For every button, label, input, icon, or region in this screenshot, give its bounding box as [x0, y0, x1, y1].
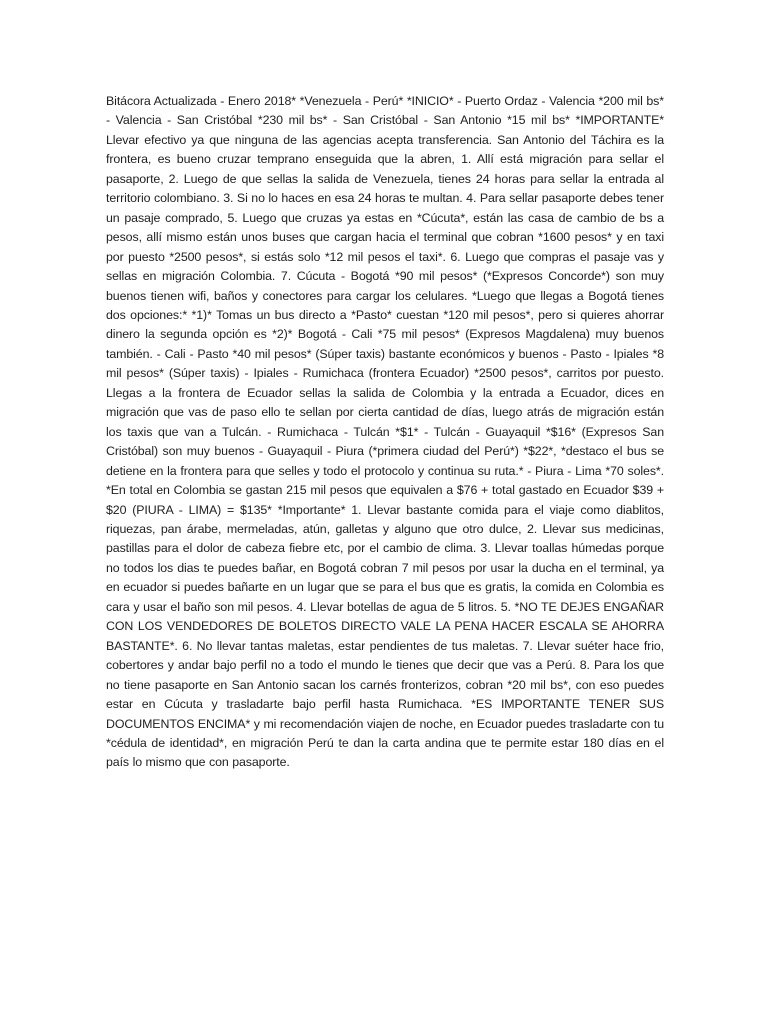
document-body-text: Bitácora Actualizada - Enero 2018* *Venezuela - Perú* *INICIO* - Puerto Ordaz - Valencia *200 mil bs* - Valencia - San Cristóbal *230 mil bs* - San Cristóbal - San Antonio *15 mil bs* *IMPORTANTE* Llevar efectivo ya que ninguna de las agencias acepta transferencia. San Antonio del Táchira es la frontera, es bueno cruzar temprano enseguida que la abren, 1. Allí está migración para sellar el pasaporte, 2. Luego de que sellas la salida de Venezuela, tienes 24 horas para sellar la entrada al territorio colombiano. 3. Si no lo haces en esa 24 horas te multan. 4. Para sellar pasaporte debes tener un pasaje comprado, 5. Luego que cruzas ya estas en *Cúcuta*, están las casa de cambio de bs a pesos, allí mismo están unos buses que cargan hacia el terminal que cobran *1600 pesos* y en taxi por puesto *2500 pesos*, si estás solo *12 mil pesos el taxi*. 6. Luego que compras el pasaje vas y sellas en migración Colombia. 7. Cúcuta - Bogotá *90 mil pesos* (*Expresos Concorde*) son muy buenos tienen wifi, baños y conectores para cargar los celulares. *Luego que llegas a Bogotá tienes dos opciones:* *1)* Tomas un bus directo a *Pasto* cuestan *120 mil pesos*, pero si quieres ahorrar dinero la segunda opción es *2)* Bogotá - Cali *75 mil pesos* (Expresos Magdalena) muy buenos también. - Cali - Pasto *40 mil pesos* (Súper taxis) bastante económicos y buenos - Pasto - Ipiales *8 mil pesos* (Súper taxis) - Ipiales - Rumichaca (frontera Ecuador) *2500 pesos*, carritos por puesto. Llegas a la frontera de Ecuador sellas la salida de Colombia y la entrada a Ecuador, dices en migración que vas de paso ello te sellan por cierta cantidad de días, luego atrás de migración están los taxis que van a Tulcán. - Rumichaca - Tulcán *$1* - Tulcán - Guayaquil *$16* (Expresos San Cristóbal) son muy buenos - Guayaquil - Piura (*primera ciudad del Perú*) *$22*, *destaco el bus se detiene en la frontera para que selles y todo el protocolo y continua su ruta.* - Piura - Lima *70 soles*. *En total en Colombia se gastan 215 mil pesos que equivalen a $76 + total gastado en Ecuador $39 + $20 (PIURA - LIMA) = $135* *Importante* 1. Llevar bastante comida para el viaje como diablitos, riquezas, pan árabe, mermeladas, atún, galletas y alguno que otro dulce, 2. Llevar sus medicinas, pastillas para el dolor de cabeza fiebre etc, por el cambio de clima. 3. Llevar toallas húmedas porque no todos los dias te puedes bañar, en Bogotá cobran 7 mil pesos por usar la ducha en el terminal, ya en ecuador si puedes bañarte en un lugar que se para el bus que es gratis, la comida en Colombia es cara y usar el baño son mil pesos. 4. Llevar botellas de agua de 5 litros. 5. *NO TE DEJES ENGAÑAR CON LOS VENDEDORES DE BOLETOS DIRECTO VALE LA PENA HACER ESCALA SE AHORRA BASTANTE*. 6. No llevar tantas maletas, estar pendientes de tus maletas. 7. Llevar suéter hace frio, cobertores y andar bajo perfil no a todo el mundo le tienes que decir que vas a Perú. 8. Para los que no tiene pasaporte en San Antonio sacan los carnés fronterizos, cobran *20 mil bs*, con eso puedes estar en Cúcuta y trasladarte bajo perfil hasta Rumichaca. *ES IMPORTANTE TENER SUS DOCUMENTOS ENCIMA* y mi recomendación viajen de noche, en Ecuador puedes trasladarte con tu *cédula de identidad*, en migración Perú te dan la carta andina que te permite estar 180 días en el país lo mismo que con pasaporte. [106, 94, 664, 770]
